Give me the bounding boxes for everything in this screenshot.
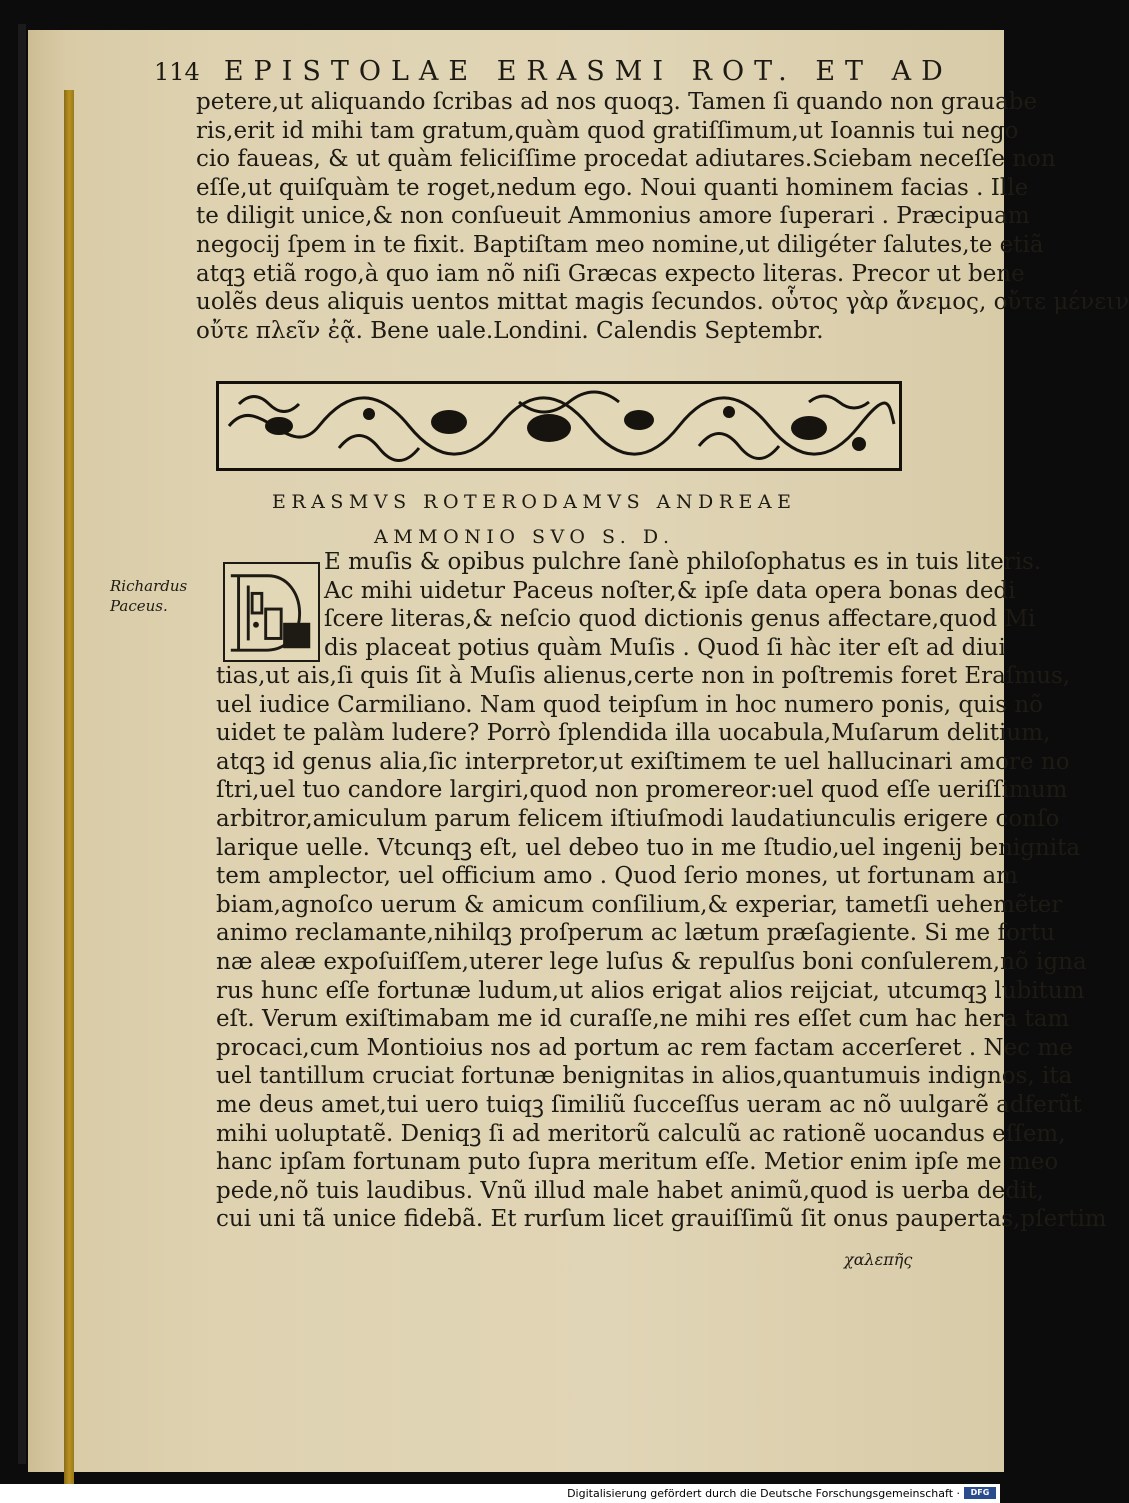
text-line: mihi uoluptatẽ. Deniqꝫ ſi ad meritorũ calculũ ac rationẽ uocandus eſſem, <box>216 1120 1066 1147</box>
text-line: arbitror,amiculum parum felicem iſtiuſmodi laudatiunculis erigere conſo <box>216 805 1060 832</box>
funding-notice: Digitalisierung gefördert durch die Deutsche Forschungsgemeinschaft · <box>567 1487 960 1500</box>
text-line: petere,ut aliquando ſcribas ad nos quoqꝫ. Tamen ſi quando non grauabe <box>196 89 1038 115</box>
text-line: E muſis & opibus pulchre ſanè philoſophatus es in tuis literis. <box>324 549 1042 575</box>
text-line: rus hunc eſſe fortunæ ludum,ut alios erigat alios reijciat, utcumqꝫ lubitum <box>216 977 1085 1004</box>
text-line: negocij ſpem in te fixit. Baptiſtam meo nomine,ut diligéter ſalutes,te etiã <box>196 231 1044 258</box>
dfg-logo: DFG <box>964 1487 996 1499</box>
text-line: dis placeat potius quàm Muſis . Quod ſi hàc iter eſt ad diui <box>324 634 1006 661</box>
text-line: cui uni tã unice fidebã. Et rurſum licet grauiſſimũ ſit onus paupertas,pſertim <box>216 1206 1107 1233</box>
margin-note-line: Richardus <box>110 577 188 595</box>
catchword: χαλεπῆς <box>844 1250 913 1269</box>
text-line: biam,agnoſco uerum & amicum conſilium,& experiar, tametſi uehemẽter <box>216 891 1063 918</box>
first-letter-text <box>196 88 1129 345</box>
text-line: procaci,cum Montioius nos ad portum ac rem factam accerſeret . Nec me <box>216 1034 1073 1061</box>
running-title: EPISTOLAE ERASMI ROT. ET AD <box>223 56 953 87</box>
margin-note <box>110 576 187 616</box>
margin-note-line: Paceus. <box>110 597 168 615</box>
letter-heading-line-2: AMMONIO SVO S. D. <box>374 526 675 548</box>
text-line: Ac mihi uidetur Paceus noſter,& ipſe data opera bonas dedi <box>324 577 1016 604</box>
gilded-page-edge <box>64 90 74 1490</box>
text-line: næ aleæ expoſuiſſem,uterer lege luſus & repulſus boni conſulerem,nõ igna <box>216 948 1087 975</box>
text-line: tias,ut ais,ſi quis ſit à Muſis alienus,certe non in poſtremis foret Eraſmus, <box>216 663 1071 689</box>
text-line: ſtri,uel tuo candore largiri,quod non promereor:uel quod eſſe ueriſſimum <box>216 777 1068 804</box>
text-line: atqꝫ etiã rogo,à quo iam nõ niſi Græcas expecto literas. Precor ut bene <box>196 260 1025 287</box>
text-line: pede,nõ tuis laudibus. Vnũ illud male habet animũ,quod is uerba dedit, <box>216 1177 1044 1204</box>
text-line: ris,erit id mihi tam gratum,quàm quod gratiſſimum,ut Ioannis tui nego <box>196 117 1019 144</box>
text-line: te diligit unice,& non conſueuit Ammonius amore ſuperari . Præcipuam <box>196 203 1030 230</box>
digitization-footer <box>0 1484 1000 1503</box>
text-line: uel iudice Carmiliano. Nam quod teipſum in hoc numero ponis, quis nõ <box>216 691 1044 718</box>
text-line: hanc ipſam fortunam puto ſupra meritum eſſe. Metior enim ipſe me meo <box>216 1149 1059 1176</box>
text-line: cio faueas, & ut quàm feliciſſime procedat adiutares.Sciebam neceſſe non <box>196 146 1056 173</box>
text-line: uel tantillum cruciat fortunæ benignitas in alios,quantumuis indignos, ita <box>216 1063 1073 1090</box>
letter-body-text <box>216 662 1107 1234</box>
text-line: uidet te palàm ludere? Porrò ſplendida illa uocabula,Muſarum delitium, <box>216 720 1051 747</box>
page-left-shadow <box>18 24 26 1464</box>
text-line: eſſe,ut quiſquàm te roget,nedum ego. Noui quanti hominem facias . Ille <box>196 174 1029 201</box>
decorated-initial-d <box>223 562 320 662</box>
text-line: atqꝫ id genus alia,ſic interpretor,ut exiſtimem te uel hallucinari amore no <box>216 748 1070 775</box>
letter-opening-lines <box>324 548 1042 662</box>
text-line: uolẽs deus aliquis uentos mittat magis ſecundos. οὗτος γὰρ ἄνεμος, οὔτε μένειν <box>196 289 1129 316</box>
text-line: ſcere literas,& neſcio quod dictionis genus affectare,quod Mi <box>324 606 1036 633</box>
text-line: larique uelle. Vtcunqꝫ eſt, uel debeo tuo in me ſtudio,uel ingenij benignita <box>216 834 1081 861</box>
text-line: tem amplector, uel officium amo . Quod ſerio mones, ut fortunam am <box>216 863 1018 890</box>
text-line: animo reclamante,nihilqꝫ proſperum ac lætum præſagiente. Si me fortu <box>216 920 1055 947</box>
running-head <box>154 56 953 87</box>
woodcut-ornament-band <box>216 381 902 471</box>
text-line: οὔτε πλεῖν ἐᾷ. Bene uale.Londini. Calendis Septembr. <box>196 317 824 344</box>
text-line: eſt. Verum exiſtimabam me id curaſſe,ne mihi res eſſet cum hac hera tam <box>216 1006 1070 1033</box>
letter-heading-line-1: ERASMVS ROTERODAMVS ANDREAE <box>272 491 797 513</box>
text-line: me deus amet,tui uero tuiqꝫ ſimiliũ ſucceſſus ueram ac nõ uulgarẽ adferũt <box>216 1091 1082 1118</box>
page-number: 114 <box>154 58 200 86</box>
